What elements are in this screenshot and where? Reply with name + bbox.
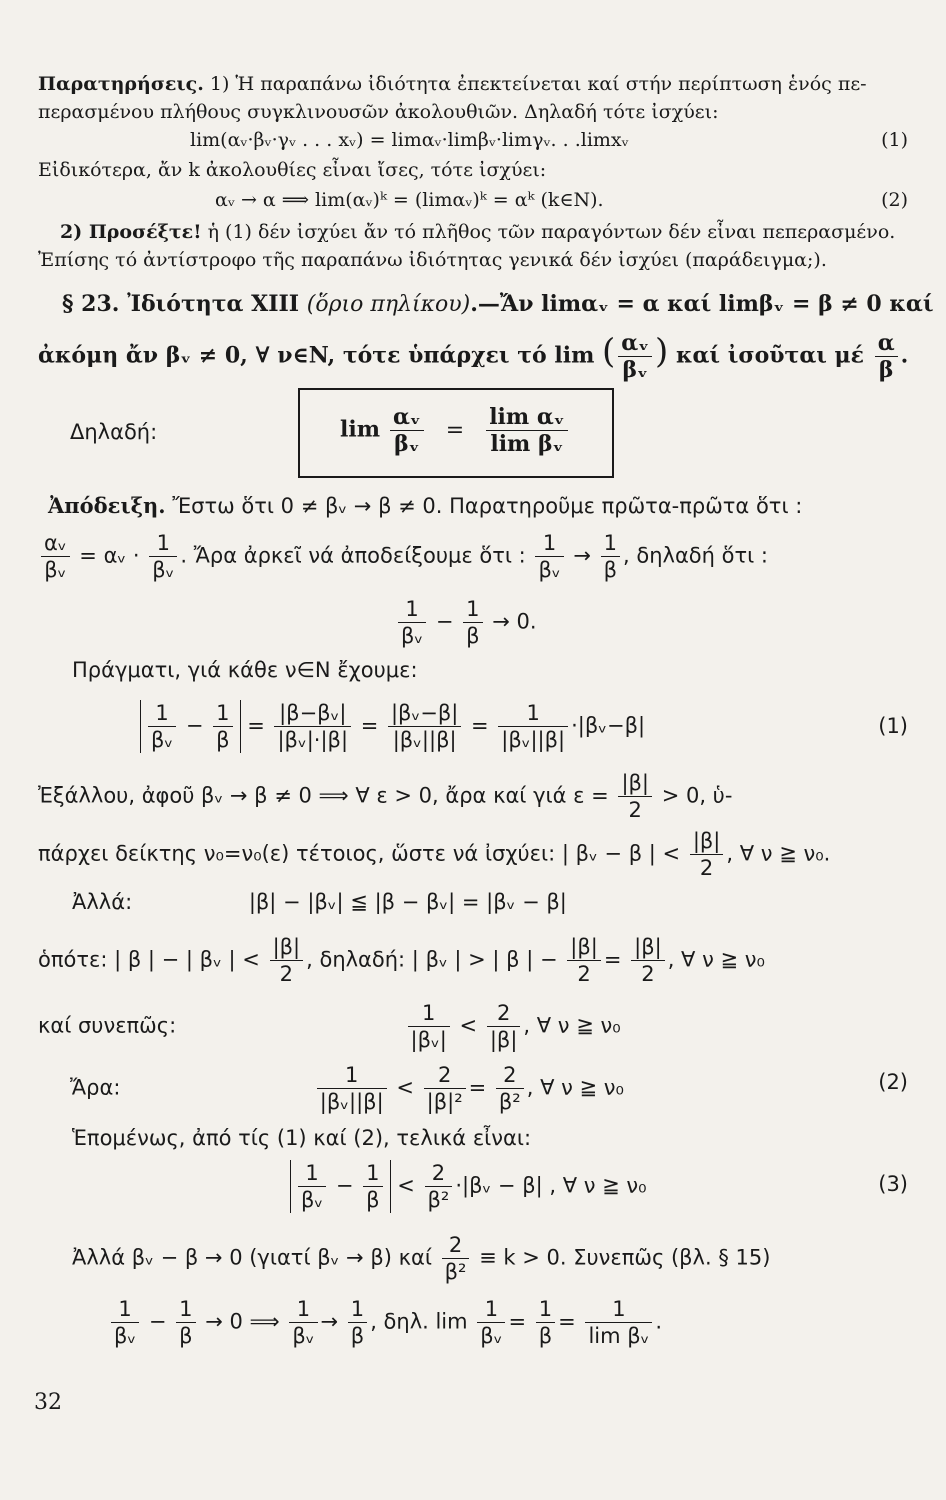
proof-line-7: πάρχει δείκτης ν₀=ν₀(ε) τέτοιος, ὥστε νά ἰσχύει: | βᵥ − β | < $\frac{|\beta|}{2}$ , ∀ ν ≧ ν₀.: [38, 829, 831, 880]
remarks-label: Παρατηρήσεις.: [38, 73, 204, 95]
equation-1-number: (1): [881, 129, 908, 151]
page-number: 32: [34, 1390, 62, 1415]
proof-label: Ἀπόδειξη.: [48, 493, 166, 518]
equation-1: lim(αᵥ·βᵥ·γᵥ . . . xᵥ) = limαᵥ·limβᵥ·limγᵥ. . .limxᵥ: [190, 129, 629, 151]
proof-line-12: Ἑπομένως, ἀπό τίς (1) καί (2), τελικά εἶναι:: [72, 1126, 532, 1150]
proof-line-2: $\frac{\text{αᵥ}}{\text{βᵥ}}$ = αᵥ · $\frac{1}{\text{βᵥ}}$ . Ἄρα ἀρκεῖ νά ἀποδείξουμε ὅτι : $\frac{1}{\text{βᵥ}}$ → $\frac{1}{\beta}$ , δηλαδή ὅτι :: [38, 530, 908, 583]
equation-2: αᵥ → α ⟹ lim(αᵥ)ᵏ = (limαᵥ)ᵏ = αᵏ (k∈N).: [215, 189, 604, 211]
remark-1-line-2: περασμένου πλήθους συγκλινουσῶν ἀκολουθιῶν. Δηλαδή τότε ἰσχύει:: [38, 101, 719, 123]
proof-line-1: Ἀπόδειξη. Ἔστω ὅτι 0 ≠ βᵥ → β ≠ 0. Παρατηροῦμε πρῶτα-πρῶτα ὅτι :: [48, 493, 803, 518]
proof-line-8: Ἀλλά: |β| − |βᵥ| ≦ |β − βᵥ| = |βᵥ − β|: [72, 890, 567, 914]
proof-line-3: $\frac{1}{\text{βᵥ}}$ − $\frac{1}{\beta}$ → 0.: [395, 596, 908, 649]
proof-line-4: Πράγματι, γιά κάθε ν∈N ἔχουμε:: [72, 658, 418, 682]
proof-eq-3-number: (3): [878, 1172, 908, 1196]
proof-line-10: καί συνεπῶς: $\frac{1}{\text{|βᵥ|}}$ < $\frac{2}{|\beta|}$ , ∀ ν ≧ ν₀: [38, 1001, 621, 1052]
section-title: Ἰδιότητα XIII: [127, 291, 300, 317]
boxed-formula: lim $\frac{\text{αᵥ}}{\text{βᵥ}}$ = $\frac{\text{lim αᵥ}}{\text{lim βᵥ}}$: [298, 388, 614, 478]
proof-line-14: Ἀλλά βᵥ − β → 0 (γιατί βᵥ → β) καί $\frac{2}{\text{β²}}$ ≡ k > 0. Συνεπῶς (βλ. § 15): [72, 1233, 771, 1284]
boxed-label: Δηλαδή:: [70, 420, 158, 444]
section-subtitle: (ὅριο πηλίκου): [306, 292, 471, 317]
remark-1-line-3: Εἰδικότερα, ἄν k ἀκολουθίες εἶναι ἴσες, τότε ἰσχύει:: [38, 159, 547, 181]
remark-2-line-1: 2) Προσέξτε! ἡ (1) δέν ἰσχύει ἄν τό πλῆθος τῶν παραγόντων δέν εἶναι πεπερασμένο.: [60, 221, 896, 243]
proof-eq-1-number: (1): [878, 714, 908, 738]
fraction-a-b: $\frac{\alpha}{\beta}$: [875, 330, 898, 383]
proof-line-9: ὁπότε: | β | − | βᵥ | < $\frac{|\beta|}{2}$ , δηλαδή: | βᵥ | > | β | − $\frac{|\beta|}{2}$ = $\frac{|\beta|}{2}$ , ∀ ν ≧ ν₀: [38, 935, 765, 986]
proof-eq-2-number: (2): [878, 1070, 908, 1094]
section-number: § 23.: [62, 291, 120, 317]
remark-2-line-2: Ἐπίσης τό ἀντίστροφο τῆς παραπάνω ἰδιότητας γενικά δέν ἰσχύει (παράδειγμα;).: [38, 249, 827, 271]
proof-line-13: $\frac{1}{\text{βᵥ}}$ − $\frac{1}{\beta}$ < $\frac{2}{\text{β²}}$ ·|βᵥ − β| , ∀ ν ≧ ν₀: [290, 1160, 908, 1213]
proof-line-15: $\frac{1}{\text{βᵥ}}$ − $\frac{1}{\beta}$ → 0 ⟹ $\frac{1}{\text{βᵥ}}$ → $\frac{1}{\beta}$ , δηλ. lim $\frac{1}{\text{βᵥ}}$ = $\frac{1}{\beta}$ = $\frac{1}{\text{lim βᵥ}}$ .: [108, 1296, 908, 1349]
remark-1-line-1: Παρατηρήσεις. 1) Ἡ παραπάνω ἰδιότητα ἐπεκτείνεται καί στήν περίπτωση ἑνός πε-: [38, 73, 867, 95]
section-statement-line-2: ἀκόμη ἄν βᵥ ≠ 0, ∀ ν∈N, τότε ὑπάρχει τό lim ( $\frac{\text{αᵥ}}{\text{βᵥ}}$ ) καί ἰσοῦται μέ $\frac{\alpha}{\beta}$ .: [38, 330, 909, 383]
section-heading: § 23. Ἰδιότητα XIII (ὅριο πηλίκου).—Ἄν limαᵥ = α καί limβᵥ = β ≠ 0 καί: [62, 291, 934, 317]
proof-line-6: Ἐξάλλου, ἀφοῦ βᵥ → β ≠ 0 ⟹ ∀ ε > 0, ἄρα καί γιά ε = $\frac{|\beta|}{2}$ > 0, ὑ-: [38, 771, 733, 822]
fraction-av-bv: $\frac{\text{αᵥ}}{\text{βᵥ}}$: [618, 330, 652, 383]
proof-line-11: Ἄρα: $\frac{1}{\text{|βᵥ||β|}}$ < $\frac{2}{\text{|β|²}}$ = $\frac{2}{\text{β²}}$ , ∀ ν ≧ ν₀: [70, 1063, 624, 1114]
equation-2-number: (2): [881, 189, 908, 211]
proof-equation-1: $\frac{1}{\text{βᵥ}}$ − $\frac{1}{\beta}$ = $\frac{\text{|β−βᵥ|}}{\text{|βᵥ|·|β|}}$ = $\frac{\text{|βᵥ−β|}}{\text{|βᵥ||β|}}$ = $\frac{1}{\text{|βᵥ||β|}}$ ·|βᵥ−β|: [140, 700, 908, 753]
